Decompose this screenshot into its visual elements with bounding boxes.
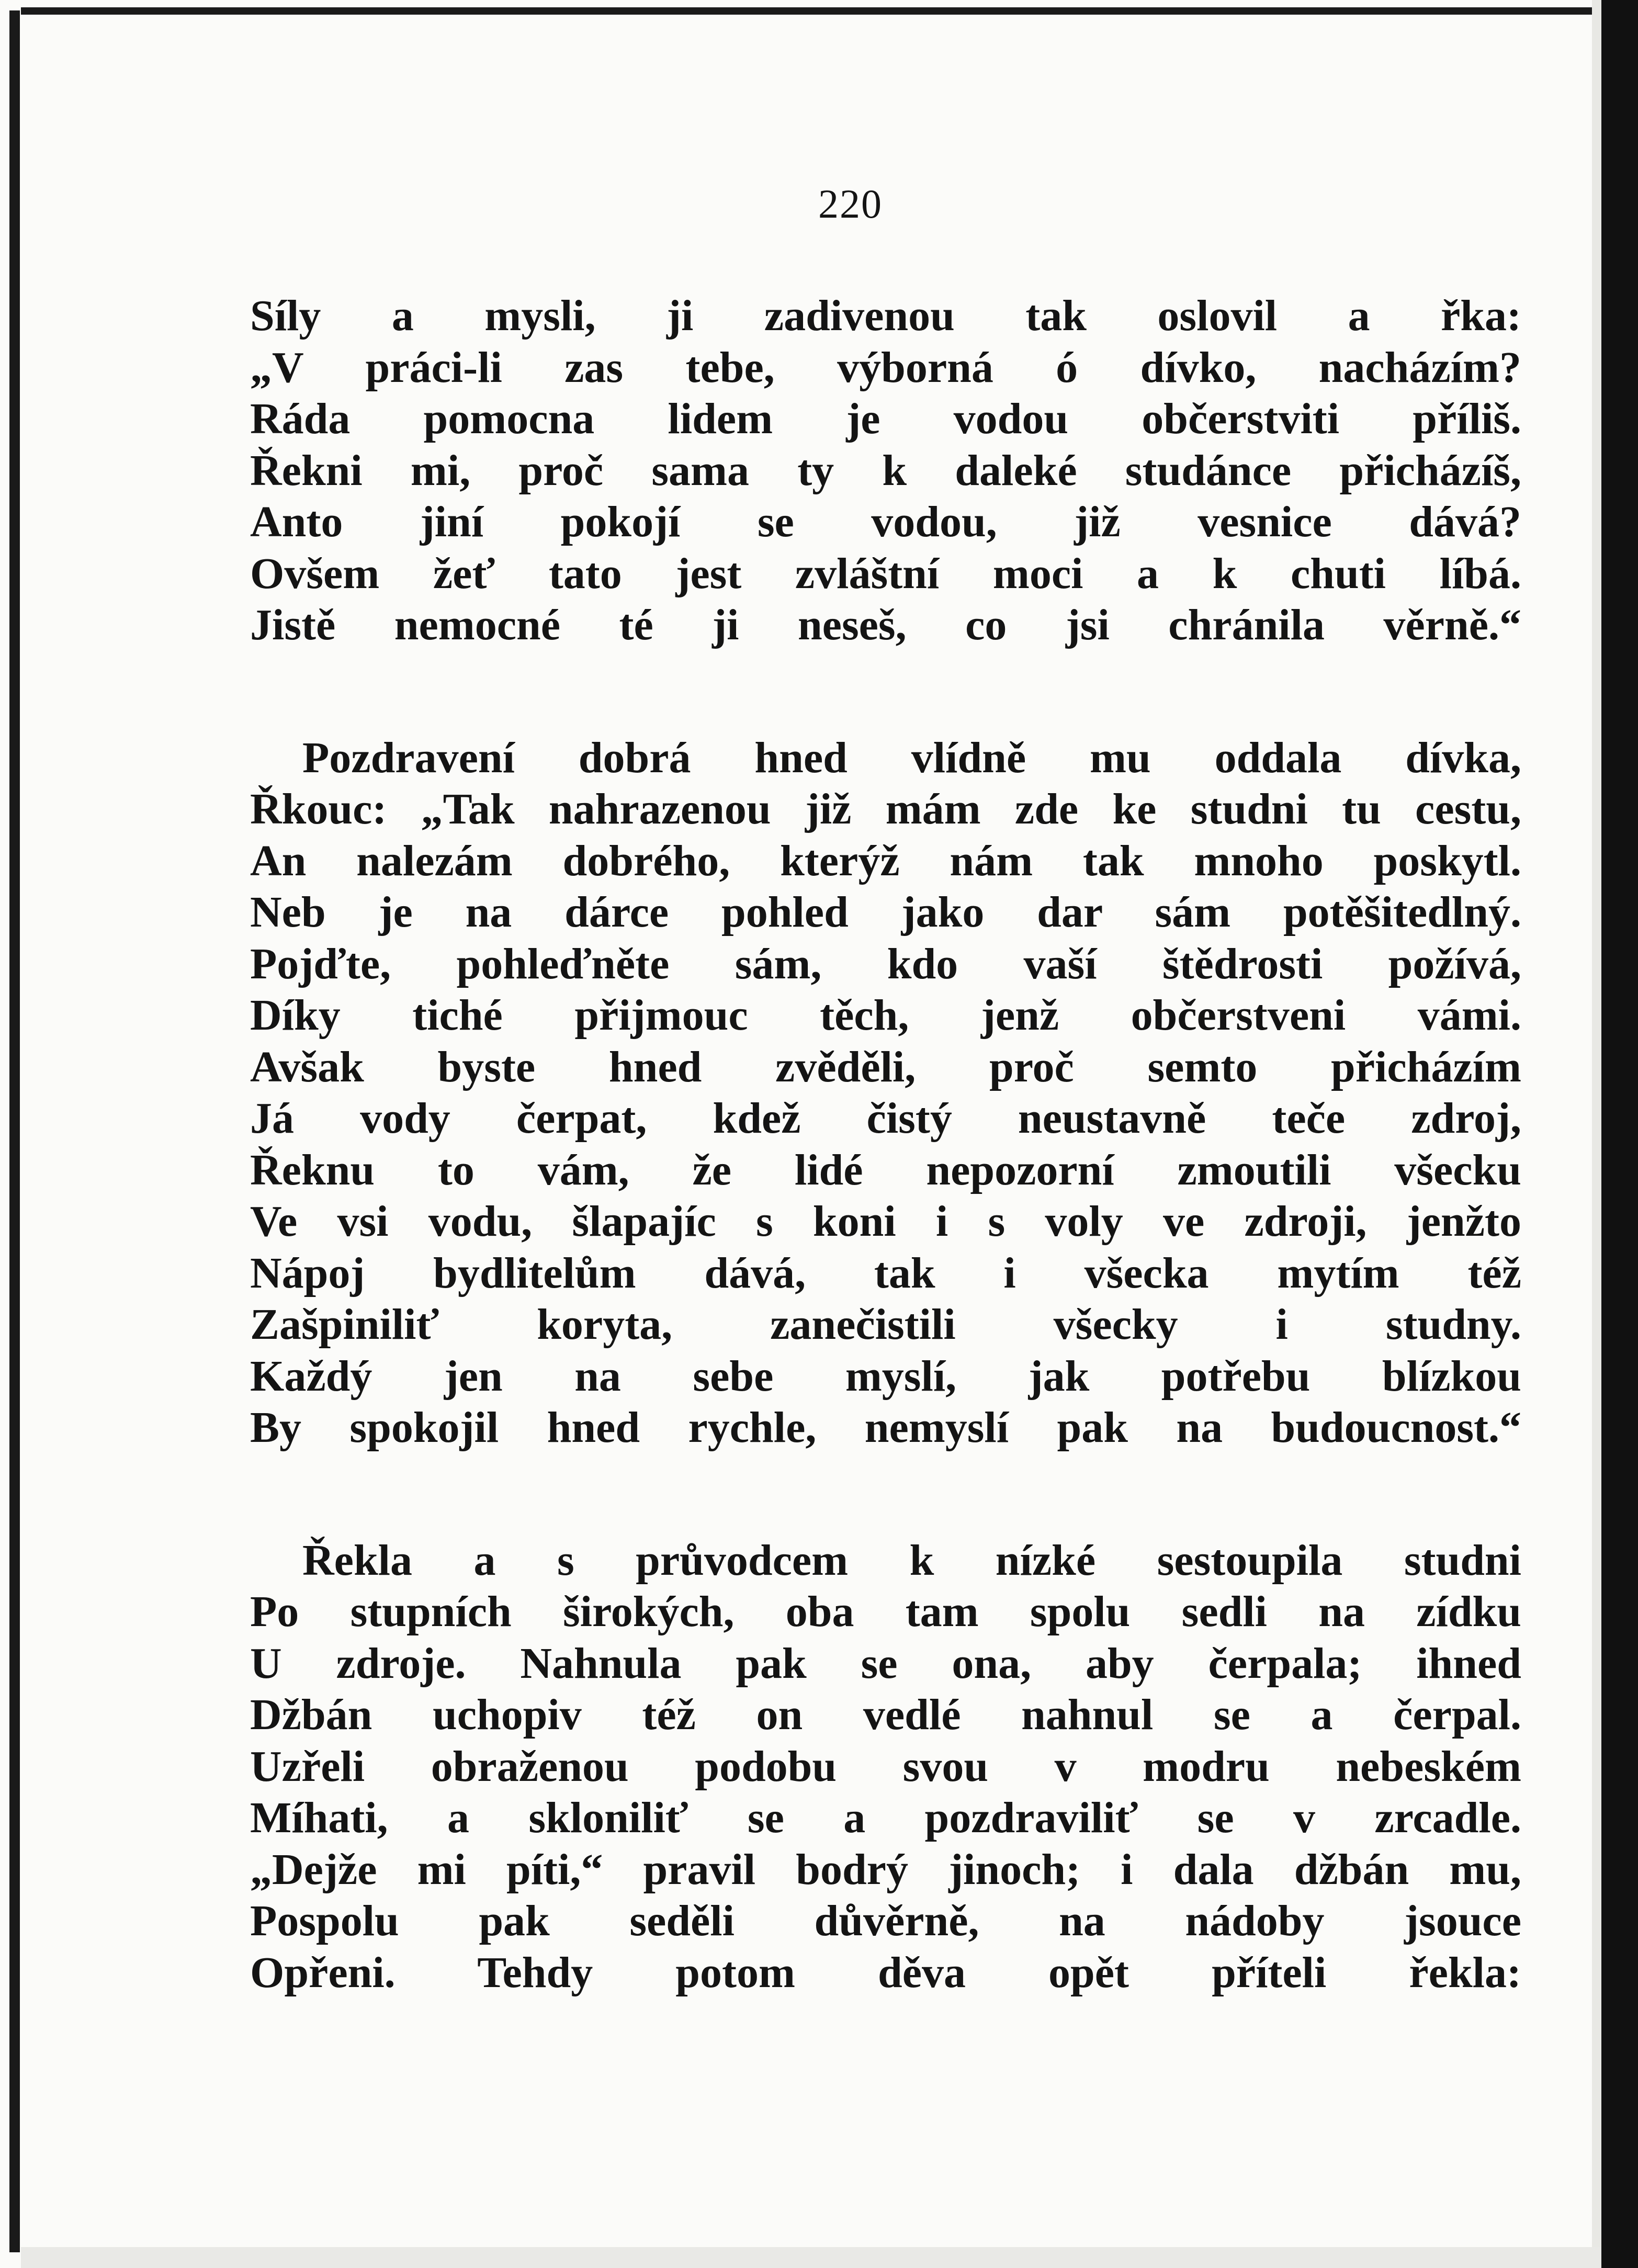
stanza [250,1535,1521,1999]
poem-line: Ráda pomocna lidem je vodou občerstviti příliš. [250,394,1521,443]
poem-text [250,290,1521,2080]
poem-line: Zašpiniliť koryta, zanečistili všecky i studny. [250,1300,1521,1349]
poem-line: Uzřeli obraženou podobu svou v modru nebeském [250,1742,1521,1791]
poem-line: By spokojil hned rychle, nemyslí pak na budoucnost.“ [250,1403,1521,1452]
stanza [250,290,1521,651]
poem-line: Nápoj bydlitelům dává, tak i všecka mytím též [250,1248,1521,1297]
poem-line: Ve vsi vodu, šlapajíc s koni i s voly ve zdroji, jenžto [250,1197,1521,1246]
poem-line: Řkouc: „Tak nahrazenou již mám zde ke studni tu cestu, [250,785,1521,833]
poem-line: Ovšem žeť tato jest zvláštní moci a k chuti líbá. [250,549,1521,598]
poem-line: An nalezám dobrého, kterýž nám tak mnoho poskytl. [250,836,1521,885]
poem-line: Džbán uchopiv též on vedlé nahnul se a čerpal. [250,1690,1521,1739]
stanza [250,732,1521,1454]
poem-line: Jistě nemocné té ji neseš, co jsi chránila věrně.“ [250,601,1521,649]
scan-edge-top [21,7,1607,15]
poem-line: Díky tiché přijmouc těch, jenž občerstveni vámi. [250,991,1521,1040]
poem-line: Po stupních širokých, oba tam spolu sedli na zídku [250,1587,1521,1636]
poem-line: Opřeni. Tehdy potom děva opět příteli řekla: [250,1948,1521,1997]
scan-edge-right [1601,0,1638,2268]
poem-line: Řeknu to vám, že lidé nepozorní zmoutili všecku [250,1145,1521,1194]
poem-line: Pozdravení dobrá hned vlídně mu oddala dívka, [302,733,1521,782]
page-number: 220 [818,181,883,227]
poem-line: Pospolu pak seděli důvěrně, na nádoby jsouce [250,1897,1521,1945]
poem-line: „Dejže mi píti,“ pravil bodrý jinoch; i dala džbán mu, [250,1845,1521,1894]
poem-line: „V práci-li zas tebe, výborná ó dívko, nacházím? [250,343,1521,392]
scan-edge-bottom [21,2247,1601,2268]
poem-line: Neb je na dárce pohled jako dar sám potěšitedlný. [250,888,1521,936]
poem-line: Já vody čerpat, kdež čistý neustavně teče zdroj, [250,1094,1521,1143]
page-edge-right [1592,0,1601,2268]
poem-line: Každý jen na sebe myslí, jak potřebu blízkou [250,1351,1521,1401]
poem-line: Řekni mi, proč sama ty k daleké studánce přicházíš, [250,446,1521,495]
poem-line: Řekla a s průvodcem k nízké sestoupila studni [302,1536,1521,1585]
poem-line: Avšak byste hned zvěděli, proč semto přicházím [250,1042,1521,1091]
scan-edge-left [9,10,20,2252]
poem-line: Pojďte, pohleďněte sám, kdo vaší štědrosti požívá, [250,939,1521,988]
poem-line: U zdroje. Nahnula pak se ona, aby čerpala; ihned [250,1639,1521,1688]
poem-line: Anto jiní pokojí se vodou, již vesnice dává? [250,498,1521,546]
poem-line: Síly a mysli, ji zadivenou tak oslovil a řka: [250,291,1521,340]
poem-line: Míhati, a skloniliť se a pozdraviliť se v zrcadle. [250,1793,1521,1842]
